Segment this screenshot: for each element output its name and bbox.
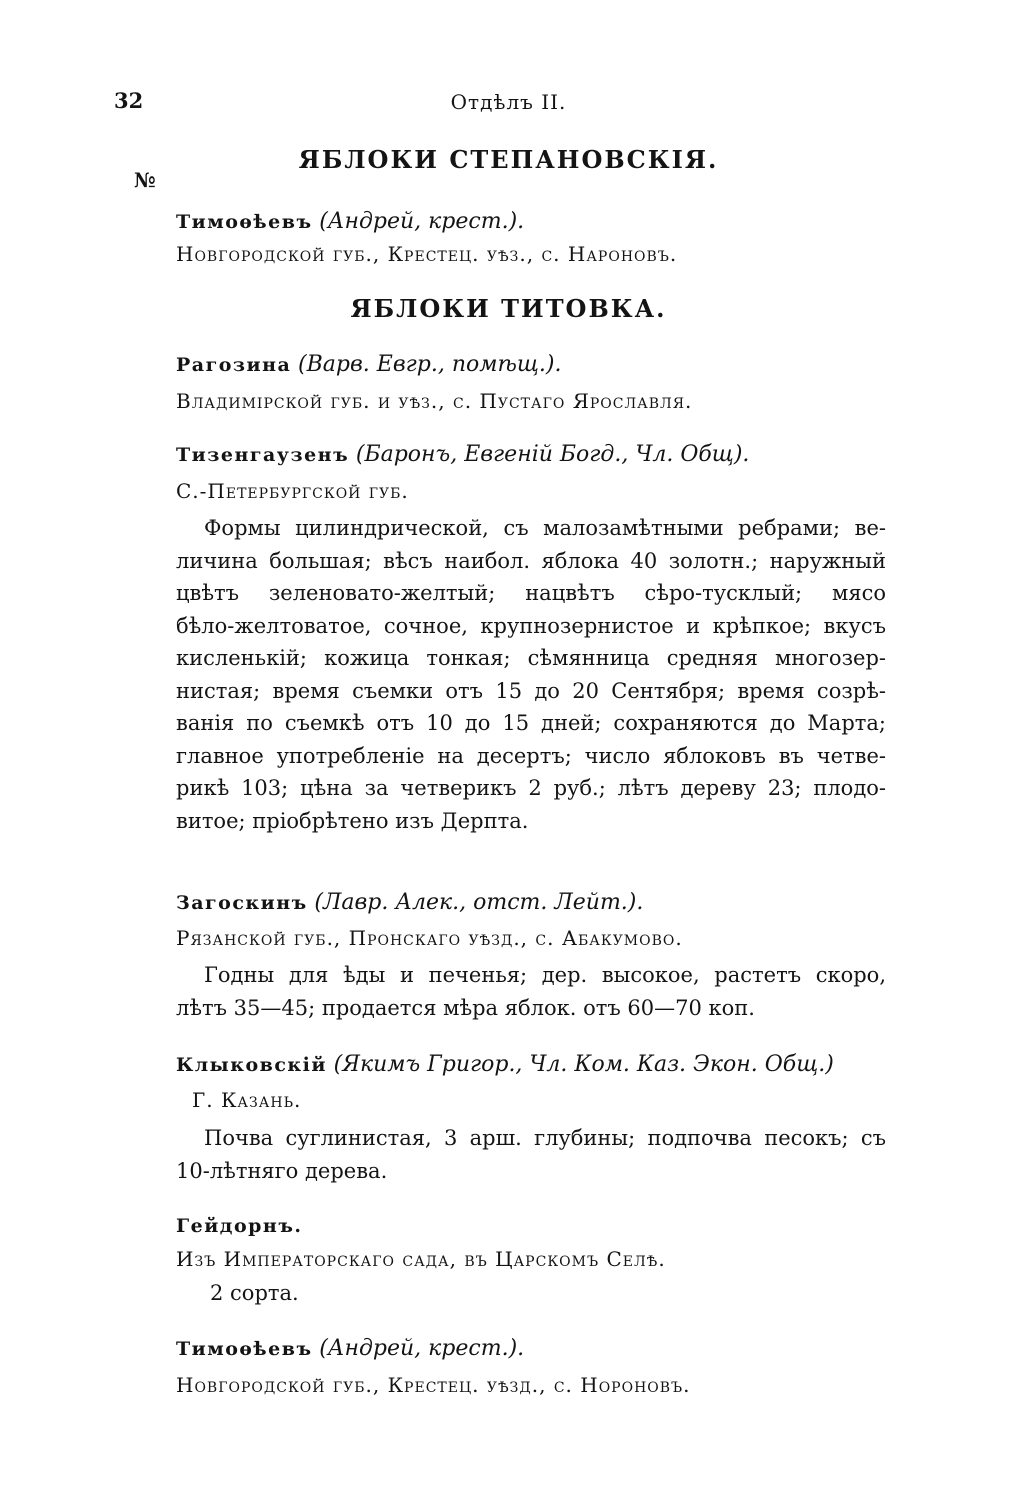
paragraph-line: витое; пріобрѣтено изъ Дерпта. [176, 808, 529, 833]
entry-name: Рагозина [176, 354, 292, 376]
entry-location: Рязанской губ., Пронскаго уѣзд., с. Абакумово. [176, 926, 683, 950]
paragraph-line: Формы цилиндрической, съ малозамѣтными ребрами; ве- [204, 516, 886, 540]
entry-note: 2 сорта. [210, 1281, 299, 1305]
entry-name: Тимоѳѣевъ [176, 1338, 313, 1360]
paragraph-line: главное употребленіе на десертъ; число яблоковъ въ четве- [176, 743, 886, 768]
running-head: Отдѣлъ II. [450, 90, 567, 114]
entry-description: (Баронъ, Евгеній Богд., Чл. Общ). [355, 442, 750, 467]
paragraph-line: ванія по съемкѣ отъ 10 до 15 дней; сохраняются до Марта; [176, 711, 886, 735]
entry-location: Новгородской губ., Крестец. уѣзд., с. Нороновъ. [176, 1373, 691, 1397]
entry-name: Загоскинъ [176, 892, 308, 914]
section-title-titovka: ЯБЛОКИ ТИТОВКА. [350, 294, 667, 323]
entry-name-line [176, 440, 749, 469]
paragraph-line: Почва суглинистая, 3 арш. глубины; подпочва песокъ; съ [204, 1126, 886, 1150]
entry-name-line [176, 350, 562, 379]
entry-description-paragraph [176, 959, 886, 1024]
entry-name: Клыковскій [176, 1054, 327, 1076]
entry-name-line [176, 207, 524, 236]
entry-description: (Андрей, крест.). [319, 209, 525, 234]
entry-name: Гейдорнъ. [176, 1215, 303, 1237]
entry-location: Новгородской губ., Крестец. уѣз., с. Нароновъ. [176, 242, 678, 266]
page-number: 32 [114, 88, 144, 113]
entry-name-line [176, 1050, 834, 1079]
number-sign: № [134, 168, 156, 192]
entry-location: Г. Казань. [192, 1088, 302, 1112]
paragraph-line: нистая; время съемки отъ 15 до 20 Сентября; время созрѣ- [176, 678, 886, 703]
paragraph-line: рикѣ 103; цѣна за четверикъ 2 руб.; лѣтъ дереву 23; плодо- [176, 776, 886, 800]
entry-description: (Лавр. Алек., отст. Лейт.). [314, 890, 644, 915]
entry-name-line [176, 888, 643, 917]
paragraph-line: бѣло-желтоватое, сочное, крупнозернистое и крѣпкое; вкусъ [176, 613, 886, 638]
entry-description-paragraph [176, 1122, 886, 1187]
entry-description: (Варв. Евгр., помѣщ.). [298, 352, 562, 377]
section-title-stepanovskie: ЯБЛОКИ СТЕПАНОВСКІЯ. [298, 145, 719, 174]
entry-name: Тимоѳѣевъ [176, 211, 313, 233]
entry-location: Изъ Императорскаго сада, въ Царскомъ Селѣ. [176, 1247, 666, 1271]
paragraph-line: кисленькій; кожица тонкая; сѣмянница средняя многозер- [176, 646, 886, 670]
paragraph-line: личина большая; вѣсъ наибол. яблока 40 золотн.; наружный [176, 548, 886, 573]
entry-location: С.-Петербургской губ. [176, 479, 409, 503]
paragraph-line: лѣтъ 35—45; продается мѣра яблок. отъ 60—70 коп. [176, 995, 755, 1020]
entry-name: Тизенгаузенъ [176, 444, 350, 466]
entry-description: (Андрей, крест.). [319, 1336, 525, 1361]
paragraph-line: 10-лѣтняго дерева. [176, 1158, 388, 1183]
entry-location: Владимірской губ. и уѣз., с. Пустаго Ярославля. [176, 389, 693, 413]
paragraph-line: Годны для ѣды и печенья; дер. высокое, растетъ скоро, [204, 963, 886, 987]
entry-description: (Якимъ Григор., Чл. Ком. Каз. Экон. Общ.) [333, 1052, 834, 1077]
entry-description-paragraph [176, 512, 886, 837]
entry-name-line [176, 1334, 524, 1363]
paragraph-line: цвѣтъ зеленовато-желтый; нацвѣтъ сѣро-тусклый; мясо [176, 581, 886, 605]
